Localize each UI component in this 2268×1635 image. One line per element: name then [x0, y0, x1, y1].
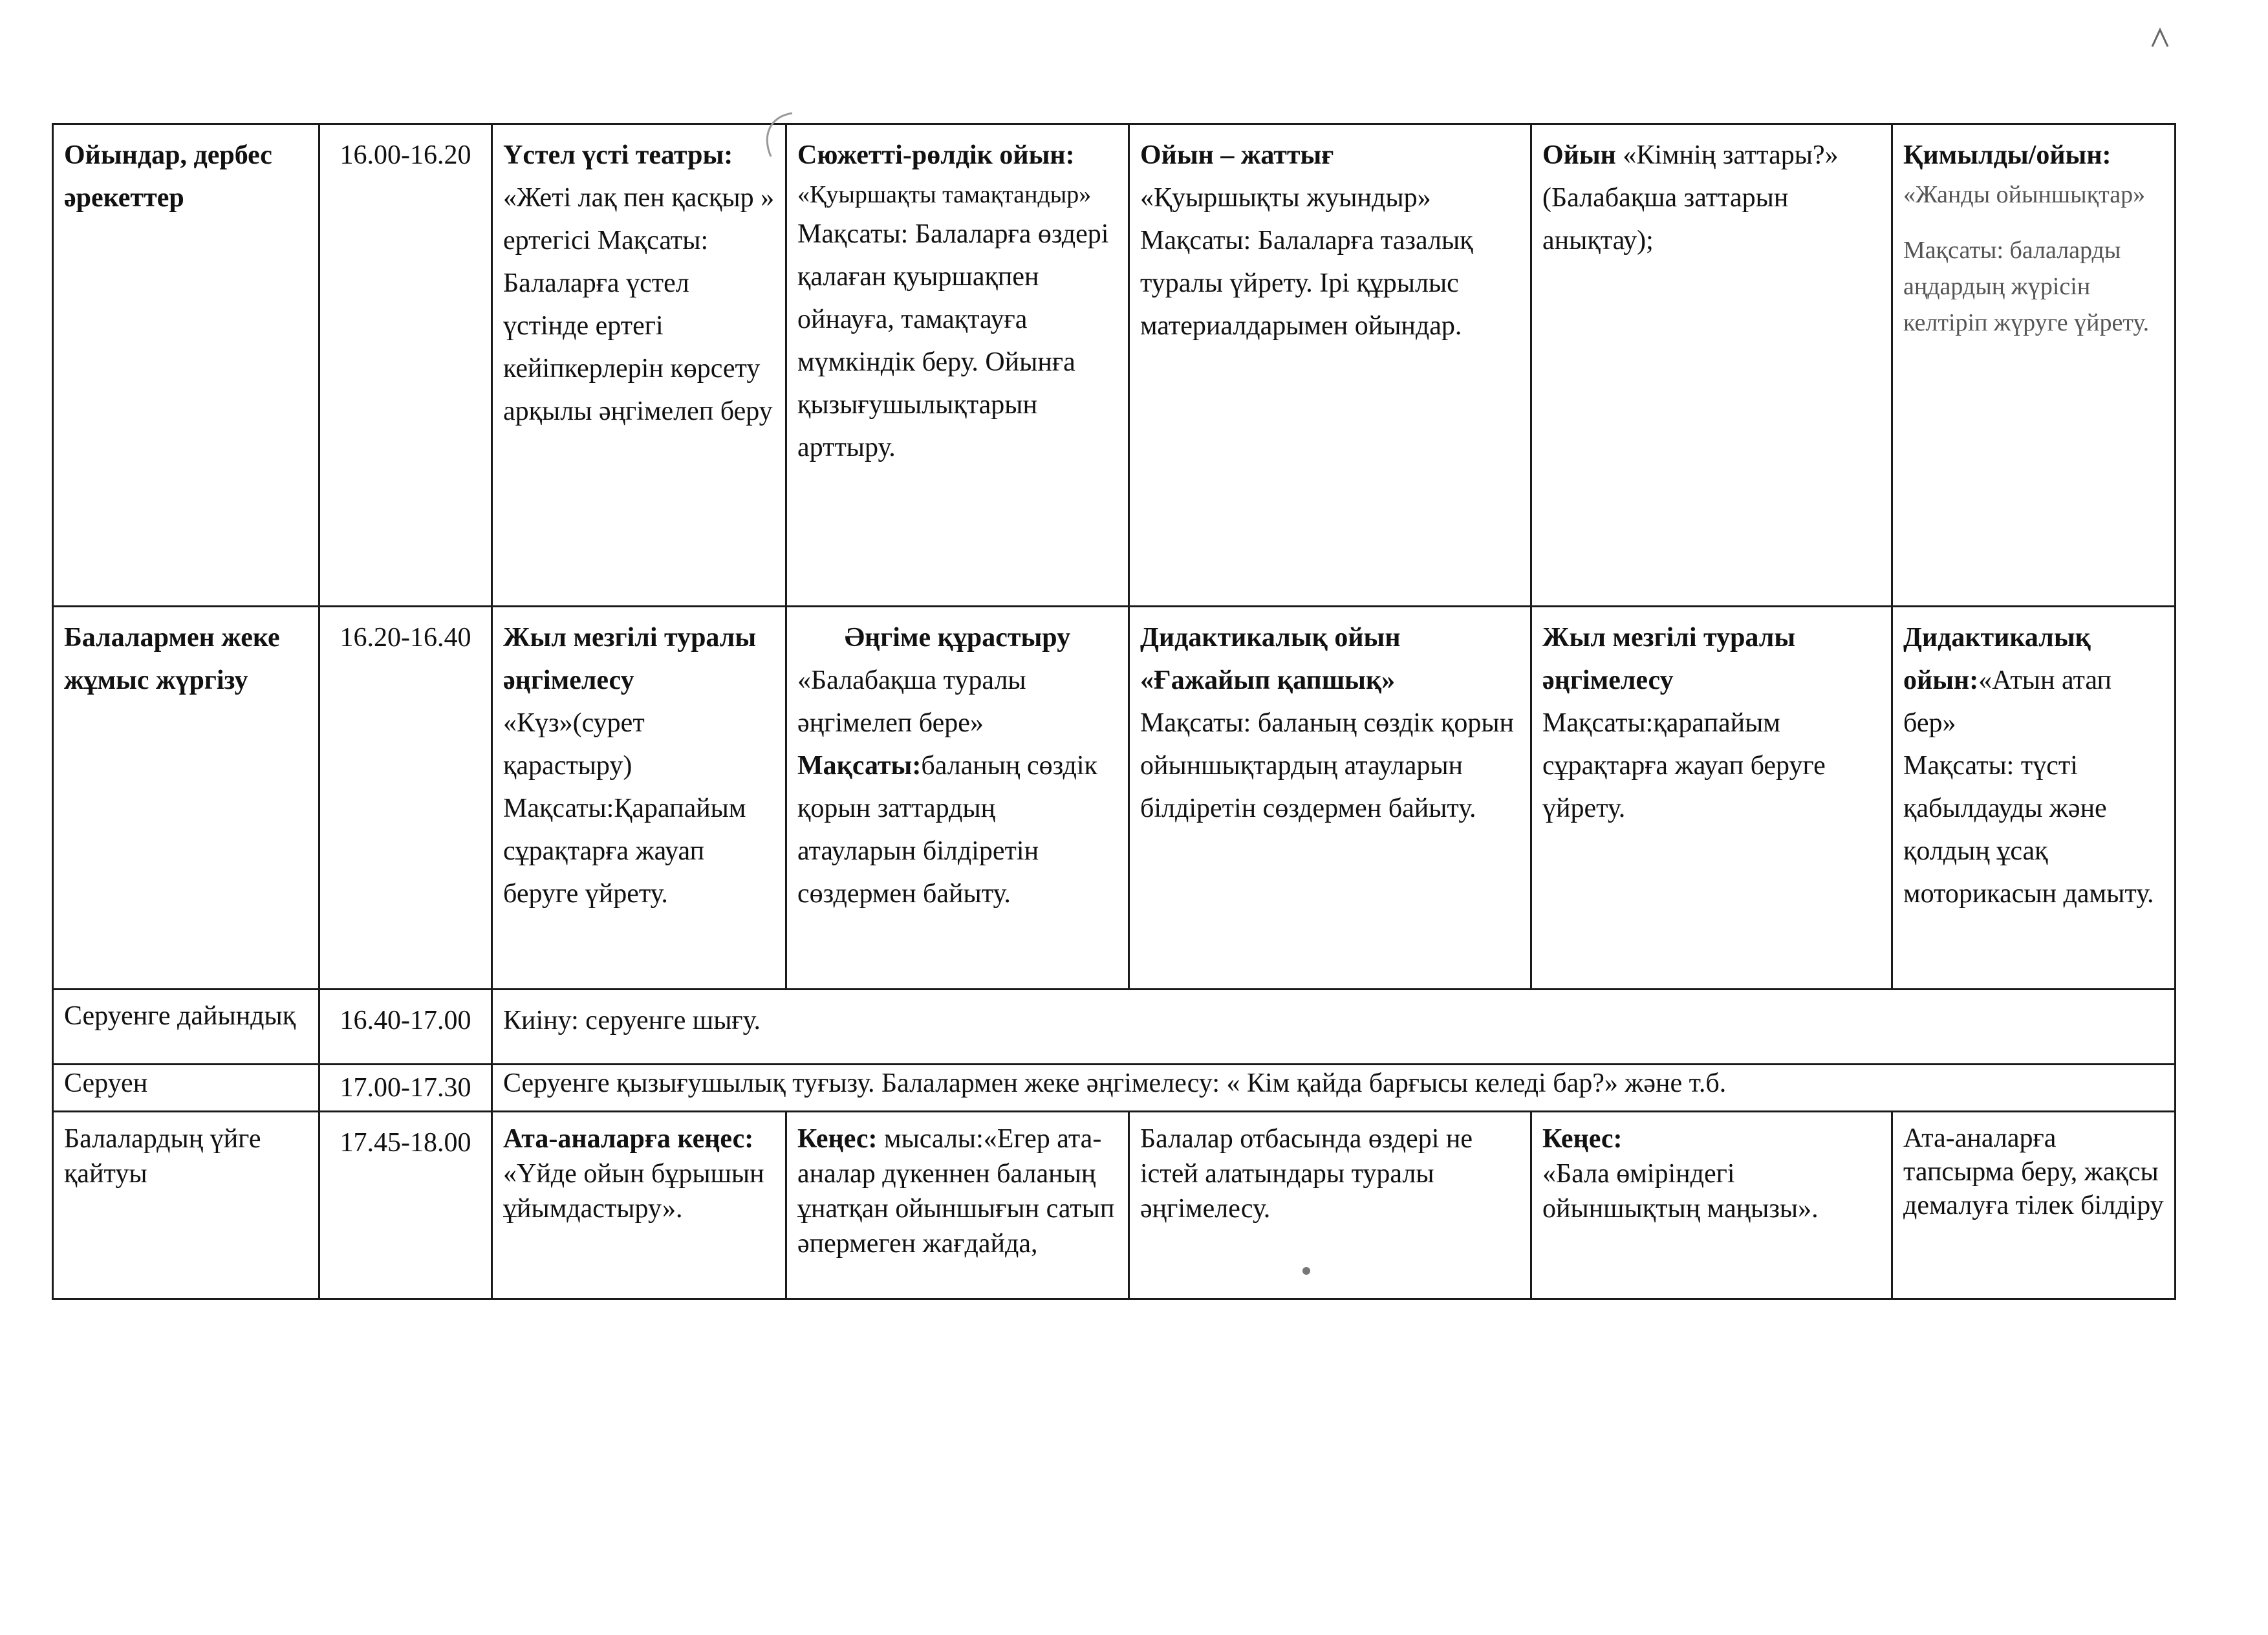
plan-cell	[786, 607, 1129, 990]
merged-text: Киіну: серуенге шығу.	[503, 1006, 761, 1035]
cell-text: баланың сөздік қорын заттардың атауларын білдіретін сөздермен байыту.	[797, 751, 1097, 909]
activity-label: Серуен	[64, 1068, 148, 1098]
time-label: 16.20-16.40	[340, 623, 471, 653]
time-cell	[319, 1112, 492, 1299]
plan-cell	[492, 1112, 786, 1299]
cell-text: Мақсаты: Балаларға тазалық туралы үйрету. Ірі құрылыс материалдарымен ойындар.	[1140, 226, 1473, 341]
cell-title: Ата-аналарға кеңес:	[503, 1124, 754, 1154]
time-label: 16.40-17.00	[340, 1006, 471, 1035]
cell-title: Кеңес:	[1542, 1124, 1623, 1154]
plan-cell	[492, 607, 786, 990]
plan-cell	[786, 124, 1129, 607]
cell-subtitle: «Қуыршықты жуындыр»	[1140, 183, 1431, 213]
time-cell	[319, 607, 492, 990]
table-row	[53, 607, 2176, 990]
time-label: 16.00-16.20	[340, 140, 471, 170]
activity-cell	[53, 1065, 319, 1112]
cell-text: «Күз»(сурет қарастыру) Мақсаты:Қарапайым сұрақтарға жауап беруге үйрету.	[503, 708, 746, 909]
activity-label: Балалардың үйге қайтуы	[64, 1124, 261, 1189]
plan-cell	[1129, 1112, 1531, 1299]
cell-title: Сюжетті-рөлдік ойын:	[797, 140, 1075, 170]
cell-label: Мақсаты:	[797, 751, 922, 781]
cell-title: Әңгіме құрастыру	[844, 623, 1071, 653]
cell-text: Мақсаты: Балаларға өздері қалаған қуыршақпен ойнауға, тамақтауға мүмкіндік беру. Ойынға қызығушылықтарын арттыру.	[797, 219, 1109, 462]
cell-text: Мақсаты: түсті қабылдауды және қолдың ұсақ моторикасын дамыту.	[1903, 751, 2154, 909]
time-cell	[319, 124, 492, 607]
plan-cell	[1531, 124, 1892, 607]
merged-text: Серуенге қызығушылық туғызу. Балалармен жеке әңгімелесу: « Кім қайда барғысы келеді бар?» және т.б.	[503, 1068, 1727, 1098]
cell-subtitle: «Атын атап бер»	[1903, 666, 2111, 738]
plan-cell	[1531, 1112, 1892, 1299]
merged-cell	[492, 1065, 2176, 1112]
plan-cell	[1129, 124, 1531, 607]
activity-cell	[53, 1112, 319, 1299]
plan-cell	[492, 124, 786, 607]
cell-title: Дидактикалық ойын:	[1903, 623, 2091, 695]
schedule-table	[52, 123, 2176, 1300]
plan-cell	[1892, 124, 2176, 607]
hole-punch-mark	[757, 110, 802, 162]
table-row	[53, 990, 2176, 1065]
table-row	[53, 1065, 2176, 1112]
activity-label: Серуенге дайындық	[64, 1001, 296, 1031]
activity-label: Балалармен жеке жұмыс жүргізу	[64, 623, 280, 695]
cell-text: мысалы:«Егер ата-аналар дүкеннен баланың ұнатқан ойыншығын сатып әпермеген жағдайда,	[797, 1124, 1115, 1259]
merged-cell	[492, 990, 2176, 1065]
cell-text: «Кімнің заттары?» (Балабақша заттарын анықтау);	[1542, 140, 1839, 255]
cell-title: Кеңес:	[797, 1124, 878, 1154]
cell-title: Жыл мезгілі туралы әңгімелесу	[1542, 623, 1796, 695]
activity-cell	[53, 607, 319, 990]
cell-subtitle: «Балабақша туралы әңгімелеп бере»	[797, 666, 1026, 738]
cell-title: Жыл мезгілі туралы әңгімелесу	[503, 623, 757, 695]
cell-text: «Жеті лақ пен қасқыр » ертегісі Мақсаты: Балаларға үстел үстінде ертегі кейіпкерлерін көрсету арқылы әңгімелеп беру	[503, 183, 775, 426]
cell-text: Балалар отбасында өздері не істей алатындары туралы әңгімелесу.	[1140, 1124, 1473, 1224]
speck-mark	[1293, 1261, 1319, 1281]
time-label: 17.00-17.30	[340, 1073, 471, 1103]
cell-text: «Үйде ойын бұрышын ұйымдастыру».	[503, 1159, 764, 1224]
time-label: 17.45-18.00	[340, 1128, 471, 1158]
cell-text: «Бала өміріндегі ойыншықтың маңызы».	[1542, 1159, 1819, 1224]
cell-title: Қимылды/ойын:	[1903, 140, 2111, 170]
cell-subtitle: «Қуыршақты тамақтандыр»	[797, 181, 1092, 208]
cell-title: Үстел үсті театры:	[503, 140, 733, 170]
cell-text: Ата-аналарға тапсырма беру, жақсы демалуға тілек білдіру	[1903, 1123, 2164, 1220]
time-cell	[319, 990, 492, 1065]
cell-text: Мақсаты:қарапайым сұрақтарға жауап беруге үйрету.	[1542, 708, 1826, 823]
plan-cell	[1129, 607, 1531, 990]
plan-cell	[786, 1112, 1129, 1299]
activity-cell	[53, 124, 319, 607]
activity-cell	[53, 990, 319, 1065]
cell-title: Ойын – жаттығ	[1140, 140, 1334, 170]
cell-text: Мақсаты: баланың сөздік қорын ойыншықтардың атауларын білдіретін сөздермен байыту.	[1140, 708, 1515, 823]
cell-text: Мақсаты: балаларды аңдардың жүрісін келтіріп жүруге үйрету.	[1903, 237, 2150, 336]
cell-title: Дидактикалық ойын «Ғажайып қапшық»	[1140, 623, 1401, 695]
plan-cell	[1892, 607, 2176, 990]
table-row	[53, 1112, 2176, 1299]
time-cell	[319, 1065, 492, 1112]
cell-subtitle: «Жанды ойыншықтар»	[1903, 181, 2146, 208]
activity-label: Ойындар, дербес әрекеттер	[64, 140, 272, 213]
corner-mark	[2147, 26, 2173, 52]
plan-cell	[1892, 1112, 2176, 1299]
cell-title: Ойын	[1542, 140, 1616, 170]
plan-cell	[1531, 607, 1892, 990]
table-row	[53, 124, 2176, 607]
